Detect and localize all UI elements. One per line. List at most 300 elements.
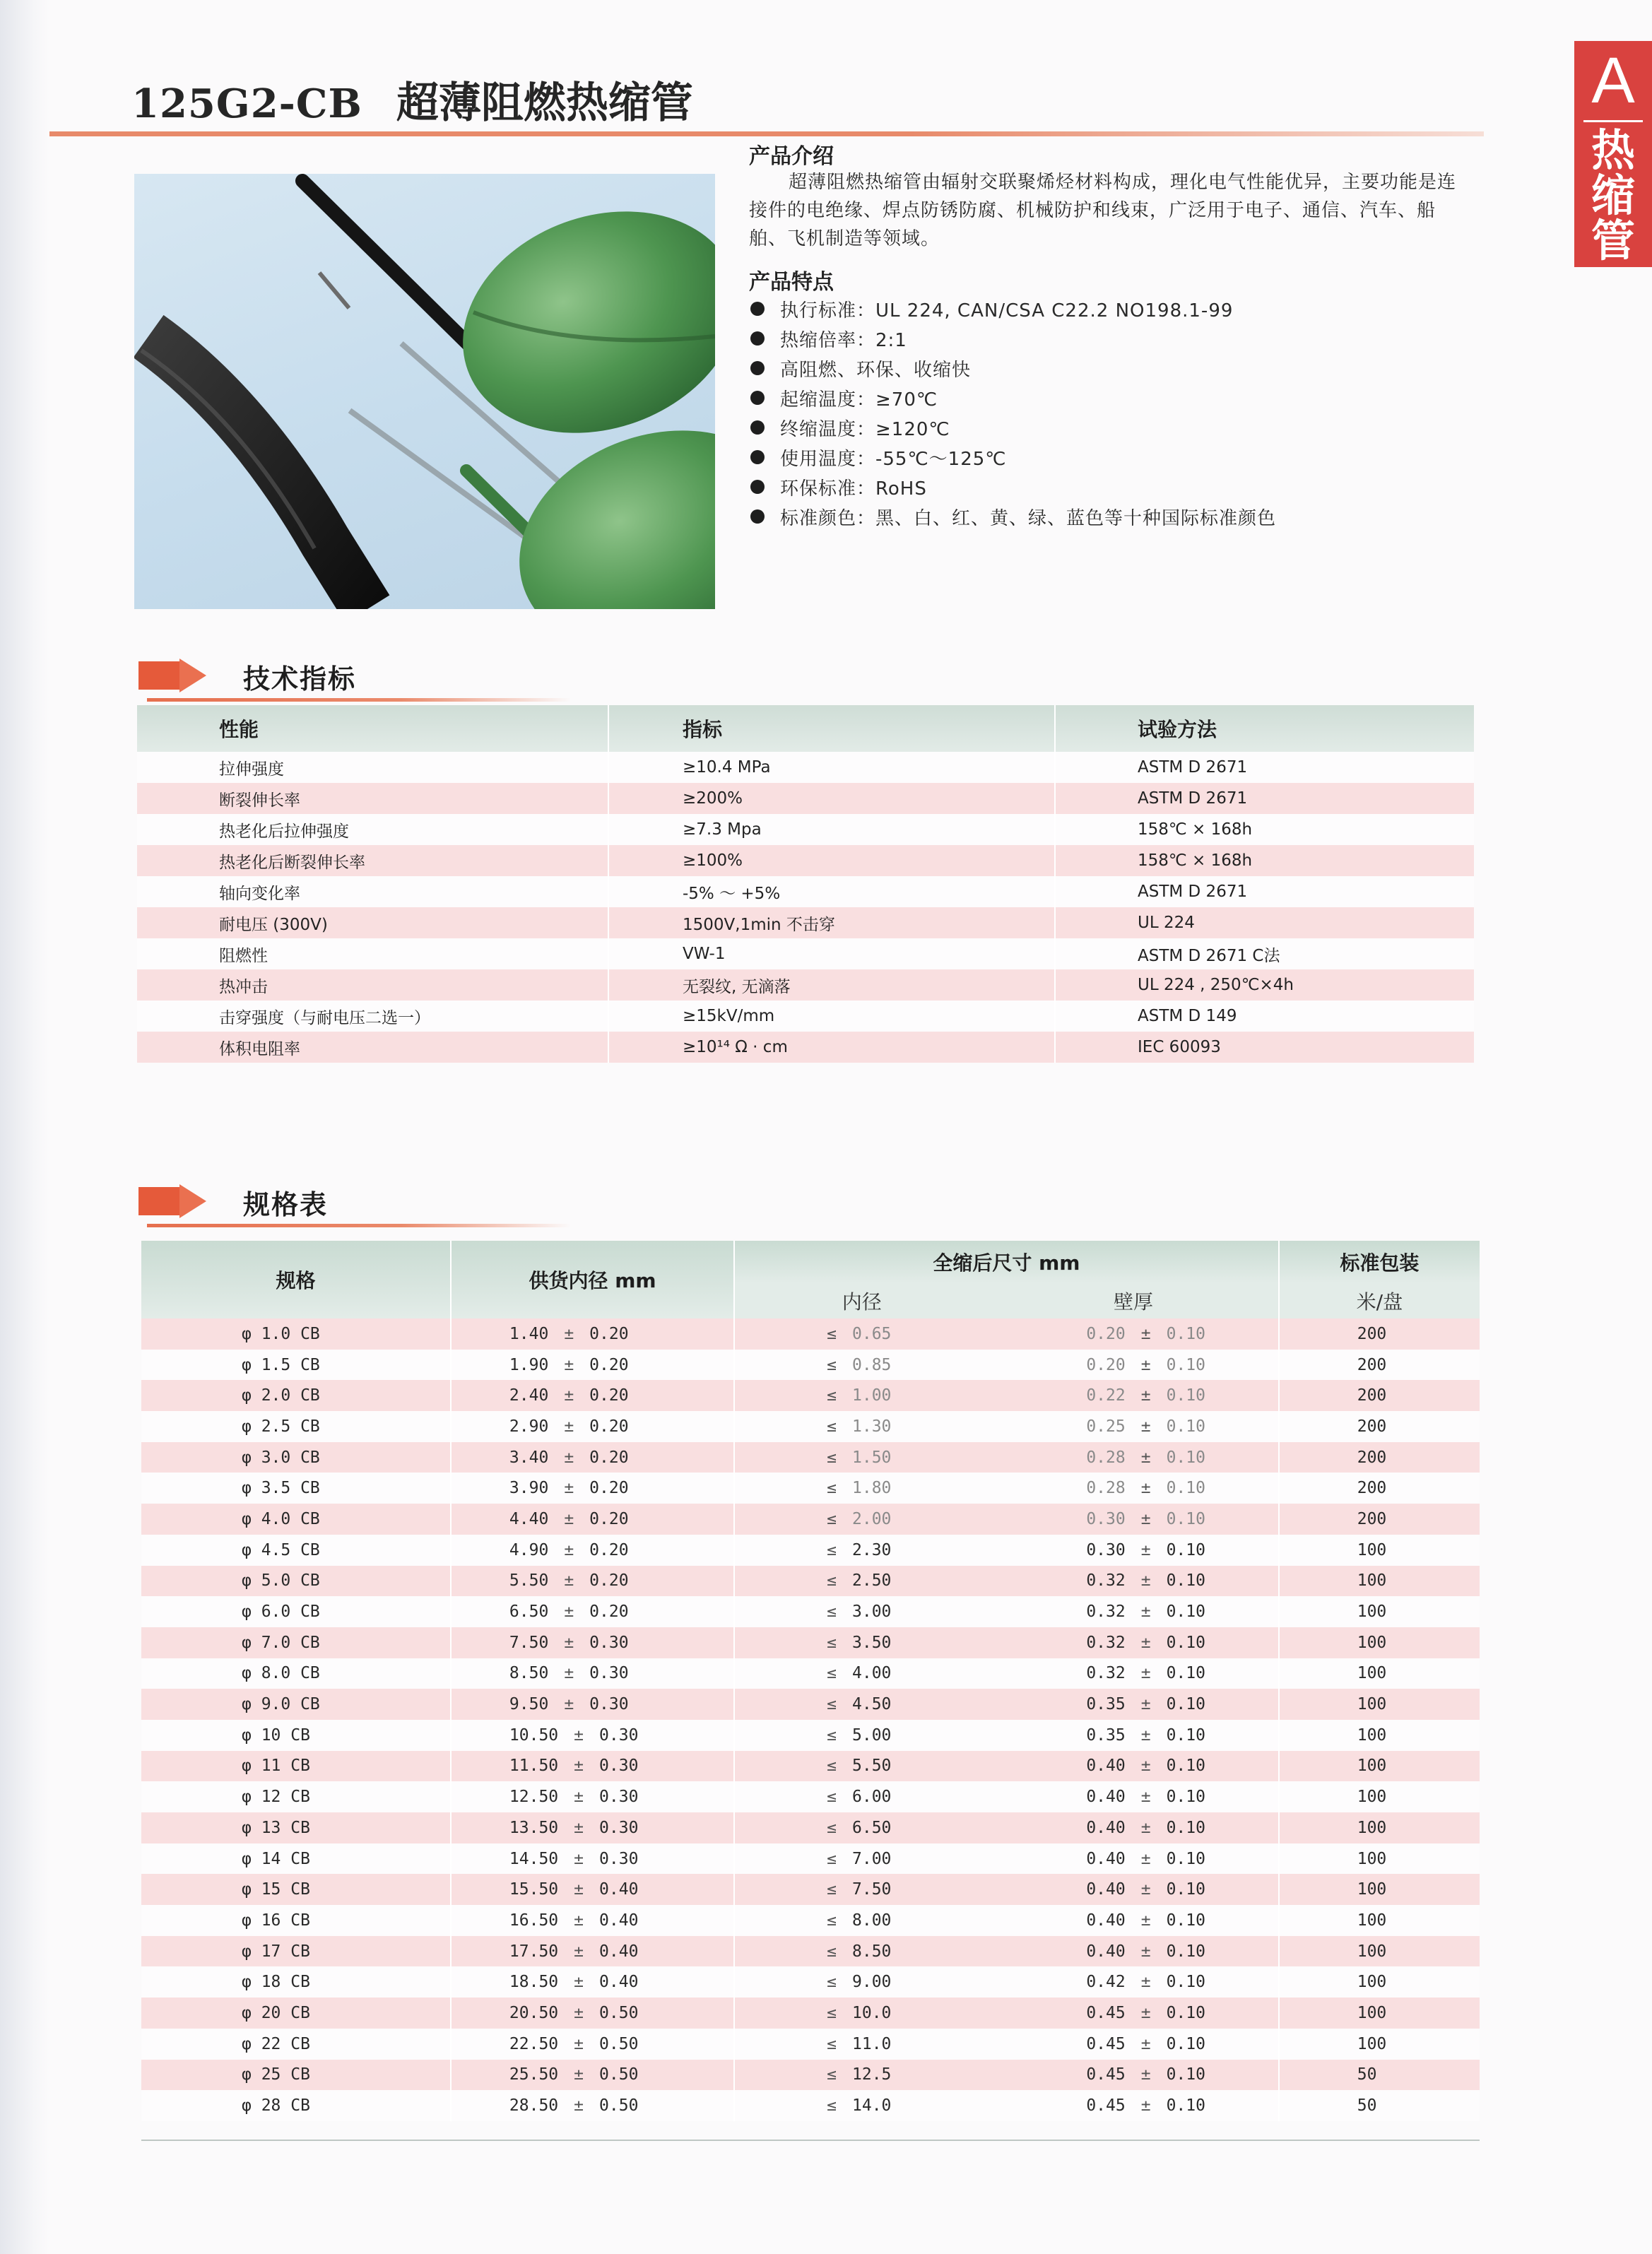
spec-value: φ 3.5 CB (242, 1479, 320, 1498)
supply-tolerance: 0.20 (589, 1417, 629, 1436)
wall-tolerance: 0.10 (1166, 1603, 1205, 1622)
supply-id-value: 2.90 (509, 1417, 549, 1436)
spec-value: φ 7.0 CB (242, 1633, 320, 1652)
spec-value: φ 14 CB (242, 1849, 310, 1868)
less-equal-icon: ≤ (827, 1386, 837, 1405)
pack-value: 100 (1357, 1571, 1387, 1591)
spec-cell (141, 1781, 451, 1812)
pack-cell (1279, 1350, 1480, 1381)
spec-cell (141, 2090, 451, 2121)
plus-minus-icon: ± (574, 2096, 584, 2116)
pack-cell (1279, 1535, 1480, 1566)
pack-value: 100 (1357, 1540, 1387, 1559)
bullet-icon (750, 331, 765, 346)
supply-tolerance: 0.30 (599, 1788, 639, 1807)
table-row (137, 1001, 1474, 1032)
plus-minus-icon: ± (1140, 1479, 1151, 1498)
table-row (141, 1566, 1480, 1597)
pack-value: 100 (1357, 1818, 1387, 1837)
binding-shadow (0, 0, 49, 2254)
less-equal-icon: ≤ (827, 1664, 837, 1683)
pack-cell (1279, 1843, 1480, 1875)
table-header-row (141, 1241, 1480, 1283)
wall-tolerance: 0.10 (1166, 1880, 1205, 1899)
wall-thickness-value: 0.32 (1086, 1633, 1126, 1652)
supply-id-value: 4.40 (509, 1509, 549, 1528)
supply-id-cell (451, 1966, 734, 1998)
pack-cell (1279, 1504, 1480, 1535)
plus-minus-icon: ± (1140, 1757, 1151, 1776)
inner-diameter-value: 1.80 (852, 1479, 892, 1498)
wall-thickness-cell (989, 1751, 1278, 1782)
supply-tolerance: 0.20 (589, 1540, 629, 1559)
spec-cell (141, 2060, 451, 2091)
spec-cell (141, 1504, 451, 1535)
spec-value: φ 4.0 CB (242, 1509, 320, 1528)
inner-diameter-value: 7.00 (852, 1849, 892, 1868)
wall-thickness-cell (989, 1905, 1278, 1936)
table-row (141, 2029, 1480, 2060)
feature-item: 使用温度：-55℃～125℃ (750, 442, 1276, 472)
spec-value: φ 12 CB (242, 1788, 310, 1807)
wall-thickness-cell (989, 1442, 1278, 1473)
supply-id-value: 1.40 (509, 1324, 549, 1343)
value-cell: ≥7.3 Mpa (608, 814, 1055, 845)
pack-cell (1279, 1473, 1480, 1504)
table-row (137, 876, 1474, 907)
wall-thickness-cell (989, 1781, 1278, 1812)
plus-minus-icon: ± (564, 1448, 574, 1467)
wall-thickness-value: 0.30 (1086, 1540, 1126, 1559)
spec-cell (141, 1473, 451, 1504)
wall-thickness-cell (989, 1566, 1278, 1597)
plus-minus-icon: ± (564, 1355, 574, 1374)
less-equal-icon: ≤ (827, 1695, 837, 1714)
title-underline (49, 131, 1484, 136)
wall-thickness-value: 0.40 (1086, 1942, 1126, 1961)
inner-diameter-cell (734, 1936, 989, 1967)
table-row (141, 1318, 1480, 1350)
table-row (141, 1411, 1480, 1442)
supply-id-cell (451, 1781, 734, 1812)
inner-diameter-cell (734, 1874, 989, 1905)
feature-item: 高阻燃、环保、收缩快 (750, 353, 1276, 383)
spec-value: φ 6.0 CB (242, 1603, 320, 1622)
bullet-icon (750, 302, 765, 316)
feature-item: 标准颜色：黑、白、红、黄、绿、蓝色等十种国际标准颜色 (750, 502, 1276, 531)
spec-cell (141, 1535, 451, 1566)
pack-cell (1279, 1380, 1480, 1411)
inner-diameter-cell (734, 1318, 989, 1350)
spec-cell (141, 1411, 451, 1442)
inner-diameter-cell (734, 1380, 989, 1411)
pack-value: 100 (1357, 1757, 1387, 1776)
pack-cell (1279, 1998, 1480, 2029)
inner-diameter-cell (734, 2029, 989, 2060)
plus-minus-icon: ± (1140, 1880, 1151, 1899)
plus-minus-icon: ± (1140, 1788, 1151, 1807)
supply-tolerance: 0.30 (599, 1757, 639, 1776)
wall-tolerance: 0.10 (1166, 1849, 1205, 1868)
pack-value: 100 (1357, 1911, 1387, 1930)
wall-thickness-cell (989, 1627, 1278, 1658)
pack-value: 200 (1357, 1479, 1387, 1498)
spec-value: φ 2.0 CB (242, 1386, 320, 1405)
less-equal-icon: ≤ (827, 1818, 837, 1837)
inner-diameter-cell (734, 1411, 989, 1442)
wall-thickness-cell (989, 1812, 1278, 1843)
spec-value: φ 10 CB (242, 1725, 310, 1745)
supply-id-value: 17.50 (509, 1942, 559, 1961)
property-cell: 体积电阻率 (137, 1032, 608, 1063)
supply-id-value: 8.50 (509, 1664, 549, 1683)
supply-id-cell (451, 1318, 734, 1350)
method-cell: UL 224 , 250℃×4h (1055, 969, 1474, 1001)
plus-minus-icon: ± (1140, 1725, 1151, 1745)
plus-minus-icon: ± (564, 1509, 574, 1528)
supply-tolerance: 0.40 (599, 1973, 639, 1992)
spec-value: φ 1.5 CB (242, 1355, 320, 1374)
inner-diameter-cell (734, 1843, 989, 1875)
supply-id-cell (451, 1627, 734, 1658)
table-row (141, 1720, 1480, 1751)
wall-tolerance: 0.10 (1166, 1757, 1205, 1776)
pack-cell (1279, 1966, 1480, 1998)
wall-tolerance: 0.10 (1166, 1818, 1205, 1837)
less-equal-icon: ≤ (827, 1880, 837, 1899)
less-equal-icon: ≤ (827, 1571, 837, 1591)
table-row (141, 1350, 1480, 1381)
plus-minus-icon: ± (1140, 2003, 1151, 2022)
supply-id-value: 3.90 (509, 1479, 549, 1498)
less-equal-icon: ≤ (827, 2034, 837, 2053)
table-row (141, 1905, 1480, 1936)
wall-tolerance: 0.10 (1166, 2003, 1205, 2022)
inner-diameter-value: 5.00 (852, 1725, 892, 1745)
intro-heading: 产品介绍 (749, 144, 834, 169)
plus-minus-icon: ± (1140, 2034, 1151, 2053)
table-row (137, 907, 1474, 938)
wall-thickness-value: 0.25 (1086, 1417, 1126, 1436)
pack-cell (1279, 1812, 1480, 1843)
inner-diameter-cell (734, 1812, 989, 1843)
wall-tolerance: 0.10 (1166, 1540, 1205, 1559)
wall-tolerance: 0.10 (1166, 1509, 1205, 1528)
wall-tolerance: 0.10 (1166, 1725, 1205, 1745)
plus-minus-icon: ± (564, 1540, 574, 1559)
table-row (141, 1998, 1480, 2029)
wall-thickness-cell (989, 1720, 1278, 1751)
wall-tolerance: 0.10 (1166, 1788, 1205, 1807)
col-inner-diameter: 内径 (734, 1283, 989, 1318)
plus-minus-icon: ± (1140, 2096, 1151, 2116)
plus-minus-icon: ± (564, 1603, 574, 1622)
col-after-shrink: 全缩后尺寸 mm (734, 1241, 1279, 1283)
table-row (141, 1966, 1480, 1998)
plus-minus-icon: ± (1140, 1417, 1151, 1436)
pack-cell (1279, 2060, 1480, 2091)
less-equal-icon: ≤ (827, 1540, 837, 1559)
inner-diameter-cell (734, 2090, 989, 2121)
less-equal-icon: ≤ (827, 2096, 837, 2116)
inner-diameter-value: 5.50 (852, 1757, 892, 1776)
table-row (137, 783, 1474, 814)
table-row (141, 1627, 1480, 1658)
supply-id-cell (451, 1720, 734, 1751)
supply-id-cell (451, 1596, 734, 1627)
table-row (141, 1781, 1480, 1812)
inner-diameter-value: 4.00 (852, 1664, 892, 1683)
less-equal-icon: ≤ (827, 1417, 837, 1436)
spec-cell (141, 1720, 451, 1751)
spec-cell (141, 1843, 451, 1875)
spec-cell (141, 1874, 451, 1905)
supply-id-value: 20.50 (509, 2003, 559, 2022)
method-cell: ASTM D 2671 (1055, 783, 1474, 814)
spec-cell (141, 1380, 451, 1411)
spec-value: φ 8.0 CB (242, 1664, 320, 1683)
pack-value: 100 (1357, 1603, 1387, 1622)
inner-diameter-value: 2.30 (852, 1540, 892, 1559)
spec-value: φ 9.0 CB (242, 1695, 320, 1714)
supply-id-value: 5.50 (509, 1571, 549, 1591)
wall-thickness-value: 0.20 (1086, 1324, 1126, 1343)
plus-minus-icon: ± (1140, 1448, 1151, 1467)
table-row (141, 1843, 1480, 1875)
table-row (141, 1658, 1480, 1689)
value-cell: VW-1 (608, 938, 1055, 969)
wall-thickness-cell (989, 1998, 1278, 2029)
supply-id-cell (451, 1689, 734, 1720)
col-pack: 标准包装 (1279, 1241, 1480, 1283)
plus-minus-icon: ± (574, 1818, 584, 1837)
pack-value: 100 (1357, 1633, 1387, 1652)
table-row (137, 752, 1474, 783)
supply-id-cell (451, 2060, 734, 2091)
method-cell: ASTM D 149 (1055, 1001, 1474, 1032)
pack-value: 50 (1357, 2096, 1377, 2116)
bullet-icon (750, 391, 765, 405)
supply-id-value: 25.50 (509, 2065, 559, 2084)
plus-minus-icon: ± (1140, 1355, 1151, 1374)
plus-minus-icon: ± (1140, 1942, 1151, 1961)
plus-minus-icon: ± (574, 1942, 584, 1961)
pack-value: 100 (1357, 1880, 1387, 1899)
inner-diameter-value: 6.50 (852, 1818, 892, 1837)
heading-underline (147, 698, 571, 702)
pack-cell (1279, 1596, 1480, 1627)
plus-minus-icon: ± (574, 1757, 584, 1776)
supply-id-value: 11.50 (509, 1757, 559, 1776)
method-cell: ASTM D 2671 C法 (1055, 938, 1474, 969)
inner-diameter-cell (734, 1627, 989, 1658)
spec-heading: 规格表 (243, 1189, 329, 1220)
inner-diameter-cell (734, 1658, 989, 1689)
inner-diameter-value: 7.50 (852, 1880, 892, 1899)
supply-id-value: 15.50 (509, 1880, 559, 1899)
method-cell: 158℃ × 168h (1055, 814, 1474, 845)
spec-cell (141, 1350, 451, 1381)
less-equal-icon: ≤ (827, 1788, 837, 1807)
supply-id-value: 13.50 (509, 1818, 559, 1837)
feature-item: 热缩倍率：2:1 (750, 324, 1276, 353)
inner-diameter-value: 1.50 (852, 1448, 892, 1467)
wall-thickness-cell (989, 1689, 1278, 1720)
inner-diameter-value: 8.50 (852, 1942, 892, 1961)
less-equal-icon: ≤ (827, 1757, 837, 1776)
supply-id-value: 9.50 (509, 1695, 549, 1714)
inner-diameter-cell (734, 1966, 989, 1998)
pack-value: 100 (1357, 1664, 1387, 1683)
value-cell: ≥10.4 MPa (608, 752, 1055, 783)
property-cell: 击穿强度（与耐电压二选一） (137, 1001, 608, 1032)
inner-diameter-cell (734, 1350, 989, 1381)
tech-heading: 技术指标 (243, 663, 357, 695)
supply-id-value: 6.50 (509, 1603, 549, 1622)
pack-cell (1279, 2090, 1480, 2121)
inner-diameter-cell (734, 1473, 989, 1504)
pack-cell (1279, 1566, 1480, 1597)
supply-id-value: 12.50 (509, 1788, 559, 1807)
inner-diameter-value: 1.30 (852, 1417, 892, 1436)
wall-thickness-cell (989, 2060, 1278, 2091)
spec-value: φ 20 CB (242, 2003, 310, 2022)
intro-text: 超薄阻燃热缩管由辐射交联聚烯烃材料构成，理化电气性能优异，主要功能是连接件的电绝缘、焊点防锈防腐、机械防护和线束，广泛用于电子、通信、汽车、船舶、飞机制造等领域。 (749, 172, 1457, 249)
inner-diameter-value: 6.00 (852, 1788, 892, 1807)
wall-thickness-value: 0.35 (1086, 1725, 1126, 1745)
supply-id-cell (451, 1998, 734, 2029)
supply-id-cell (451, 1535, 734, 1566)
wall-thickness-value: 0.45 (1086, 2096, 1126, 2116)
wall-tolerance: 0.10 (1166, 1324, 1205, 1343)
wall-thickness-cell (989, 1350, 1278, 1381)
spec-cell (141, 1596, 451, 1627)
pack-value: 200 (1357, 1417, 1387, 1436)
plus-minus-icon: ± (574, 1911, 584, 1930)
spec-cell (141, 1966, 451, 1998)
supply-id-cell (451, 1812, 734, 1843)
plus-minus-icon: ± (1140, 1324, 1151, 1343)
supply-tolerance: 0.20 (589, 1448, 629, 1467)
property-cell: 热老化后拉伸强度 (137, 814, 608, 845)
pack-value: 200 (1357, 1509, 1387, 1528)
pack-cell (1279, 1689, 1480, 1720)
bullet-icon (750, 509, 765, 524)
plus-minus-icon: ± (1140, 1633, 1151, 1652)
supply-id-cell (451, 1473, 734, 1504)
wall-thickness-cell (989, 1843, 1278, 1875)
supply-tolerance: 0.30 (589, 1633, 629, 1652)
supply-tolerance: 0.20 (589, 1603, 629, 1622)
col-spec: 规格 (141, 1241, 451, 1318)
supply-id-value: 14.50 (509, 1849, 559, 1868)
wall-thickness-value: 0.32 (1086, 1603, 1126, 1622)
wall-thickness-value: 0.40 (1086, 1911, 1126, 1930)
method-cell: 158℃ × 168h (1055, 845, 1474, 876)
method-cell: UL 224 (1055, 907, 1474, 938)
value-cell: ≥100% (608, 845, 1055, 876)
spec-section-heading (138, 1179, 591, 1228)
pack-value: 50 (1357, 2065, 1377, 2084)
method-cell: ASTM D 2671 (1055, 876, 1474, 907)
less-equal-icon: ≤ (827, 1324, 837, 1343)
tech-spec-table (137, 705, 1474, 1063)
feature-item: 环保标准：RoHS (750, 472, 1276, 502)
supply-tolerance: 0.20 (589, 1386, 629, 1405)
spec-cell (141, 1689, 451, 1720)
plus-minus-icon: ± (574, 1725, 584, 1745)
wall-tolerance: 0.10 (1166, 1633, 1205, 1652)
inner-diameter-cell (734, 1504, 989, 1535)
supply-tolerance: 0.20 (589, 1479, 629, 1498)
less-equal-icon: ≤ (827, 1633, 837, 1652)
table-row (137, 845, 1474, 876)
supply-tolerance: 0.50 (599, 2003, 639, 2022)
plus-minus-icon: ± (564, 1633, 574, 1652)
supply-tolerance: 0.50 (599, 2034, 639, 2053)
supply-id-cell (451, 1936, 734, 1967)
wall-thickness-value: 0.28 (1086, 1448, 1126, 1467)
wall-thickness-value: 0.32 (1086, 1571, 1126, 1591)
supply-tolerance: 0.30 (599, 1725, 639, 1745)
value-cell: ≥15kV/mm (608, 1001, 1055, 1032)
col-wall-thickness: 壁厚 (989, 1283, 1278, 1318)
pack-cell (1279, 1874, 1480, 1905)
wall-tolerance: 0.10 (1166, 1695, 1205, 1714)
value-cell: 无裂纹, 无滴落 (608, 969, 1055, 1001)
table-row (137, 1032, 1474, 1063)
wall-thickness-value: 0.40 (1086, 1757, 1126, 1776)
wall-thickness-cell (989, 2029, 1278, 2060)
plus-minus-icon: ± (564, 1571, 574, 1591)
supply-id-value: 4.90 (509, 1540, 549, 1559)
table-row (141, 1596, 1480, 1627)
supply-id-cell (451, 1658, 734, 1689)
wall-thickness-cell (989, 1473, 1278, 1504)
property-cell: 耐电压 (300V) (137, 907, 608, 938)
spec-value: φ 4.5 CB (242, 1540, 320, 1559)
spec-value: φ 11 CB (242, 1757, 310, 1776)
wall-tolerance: 0.10 (1166, 1664, 1205, 1683)
inner-diameter-cell (734, 1566, 989, 1597)
col-pack-unit: 米/盘 (1279, 1283, 1480, 1318)
plus-minus-icon: ± (1140, 1571, 1151, 1591)
spec-cell (141, 1658, 451, 1689)
wall-thickness-value: 0.30 (1086, 1509, 1126, 1528)
property-cell: 阻燃性 (137, 938, 608, 969)
supply-id-cell (451, 1442, 734, 1473)
inner-diameter-cell (734, 1751, 989, 1782)
pack-value: 200 (1357, 1386, 1387, 1405)
supply-tolerance: 0.20 (589, 1324, 629, 1343)
inner-diameter-cell (734, 1689, 989, 1720)
pack-cell (1279, 1751, 1480, 1782)
page-title (131, 69, 693, 126)
wall-tolerance: 0.10 (1166, 1942, 1205, 1961)
pack-cell (1279, 1411, 1480, 1442)
wall-thickness-value: 0.45 (1086, 2065, 1126, 2084)
wall-tolerance: 0.10 (1166, 1448, 1205, 1467)
supply-tolerance: 0.30 (599, 1818, 639, 1837)
wall-tolerance: 0.10 (1166, 1355, 1205, 1374)
heading-underline (147, 1224, 571, 1227)
less-equal-icon: ≤ (827, 1973, 837, 1992)
wall-thickness-cell (989, 1874, 1278, 1905)
inner-diameter-value: 8.00 (852, 1911, 892, 1930)
plus-minus-icon: ± (574, 1849, 584, 1868)
spec-value: φ 2.5 CB (242, 1417, 320, 1436)
category-letter: A (1591, 45, 1635, 117)
